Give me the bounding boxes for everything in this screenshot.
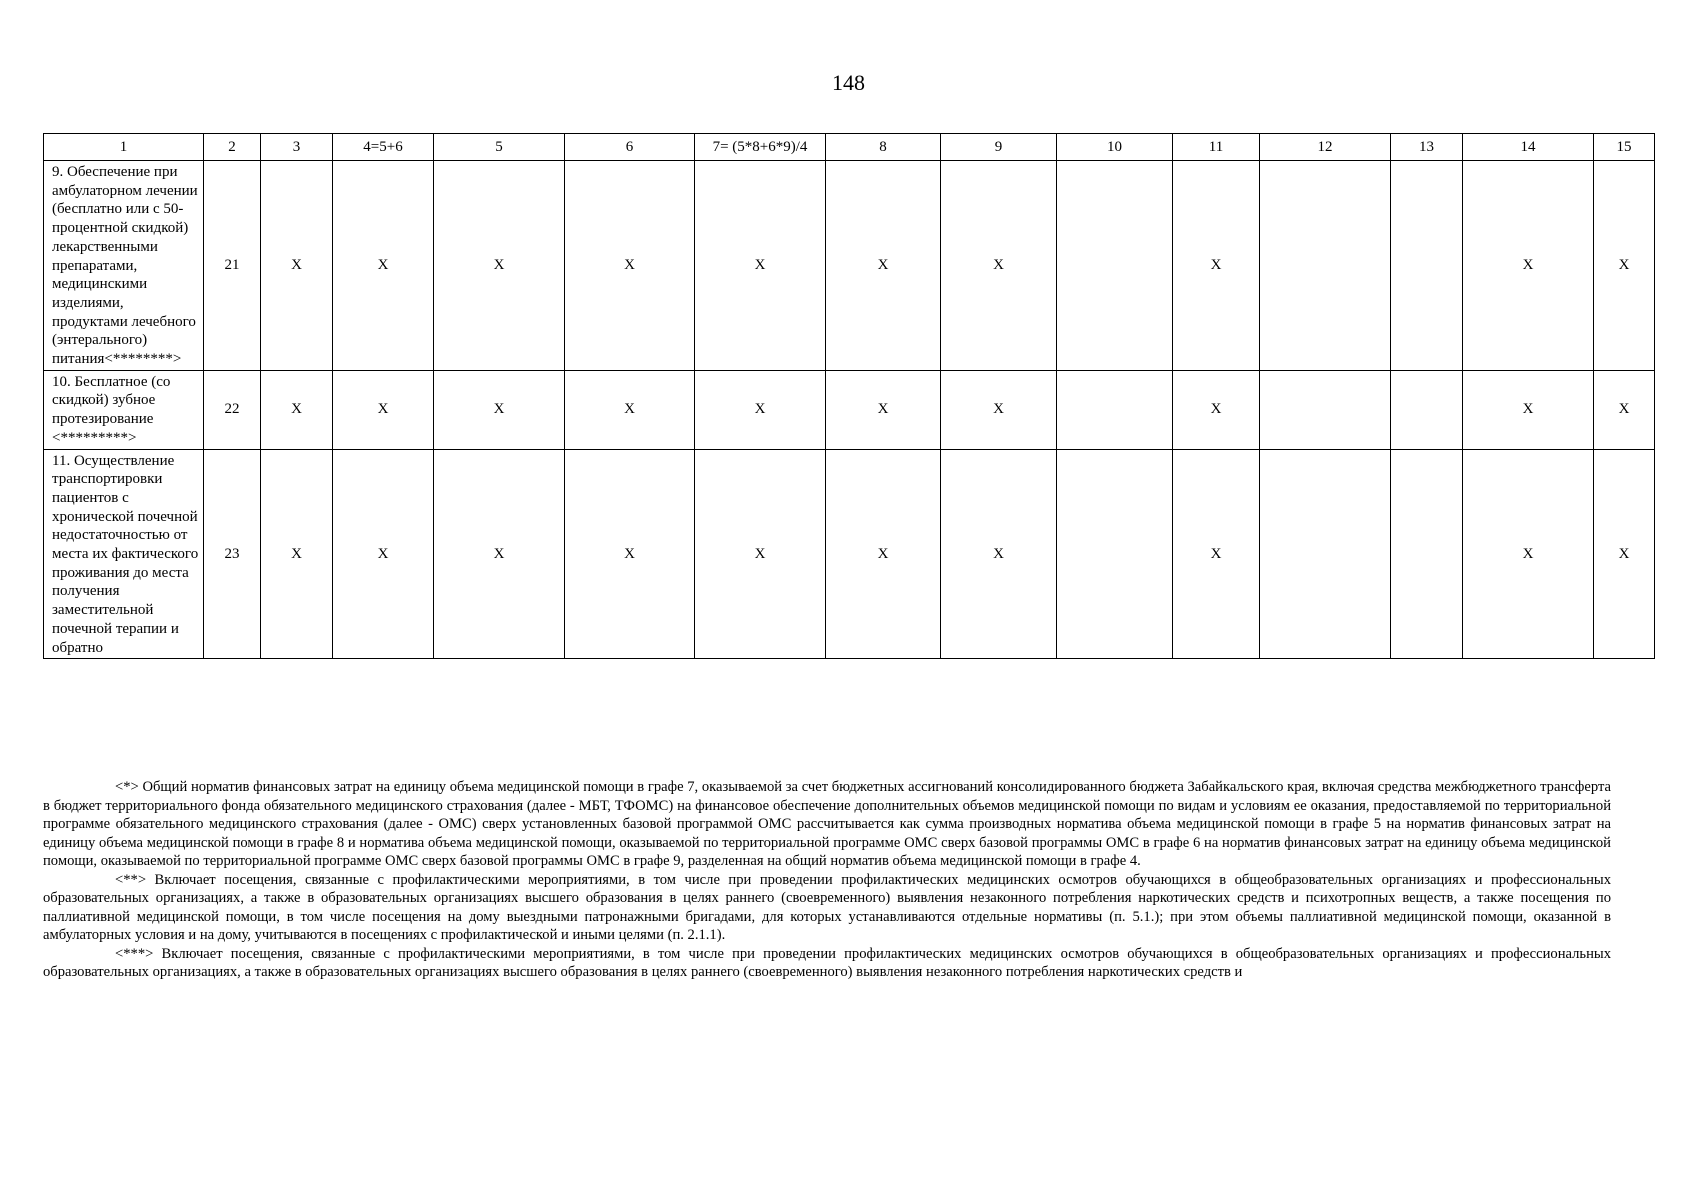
column-header: 7= (5*8+6*9)/4 — [695, 134, 826, 161]
table-cell — [1057, 449, 1173, 659]
norms-table — [43, 133, 1655, 659]
column-header: 15 — [1594, 134, 1655, 161]
table-cell: X — [434, 161, 565, 371]
column-header: 12 — [1260, 134, 1391, 161]
column-header: 1 — [44, 134, 204, 161]
page-number: 148 — [832, 70, 865, 95]
table-cell: X — [565, 370, 695, 449]
table-cell: X — [1594, 370, 1655, 449]
table-cell — [1260, 161, 1391, 371]
table-row — [44, 449, 1655, 659]
table-cell: X — [826, 370, 941, 449]
table-cell: X — [826, 161, 941, 371]
table-cell: X — [261, 370, 333, 449]
column-header: 14 — [1463, 134, 1594, 161]
table-cell: X — [941, 161, 1057, 371]
footnote: <*> Общий норматив финансовых затрат на единицу объема медицинской помощи в графе 7, оказываемой за счет бюджетных ассигнований консолидированного бюджета Забайкальского края, включая средства межбюджетного трансферта в бюджет территориального фонда обязательного медицинского страхования (далее - МБТ, ТФОМС) на финансовое обеспечение дополнительных объемов медицинской помощи по видам и условиям ее оказания, предоставляемой по территориальной программе обязательного медицинского страхования (далее - ОМС) сверх установленных базовой программой ОМС рассчитывается как сумма производных норматива объема медицинской помощи в графе 5 на норматив финансовых затрат на единицу объема медицинской помощи в графе 8 и норматива объема медицинской помощи, оказываемой по территориальной программе ОМС сверх базовой программы ОМС в графе 6 на норматив финансовых затрат на единицу объема медицинской помощи, оказываемой по территориальной программе ОМС сверх базовой программы ОМС в графе 9, разделенная на общий норматив объема медицинской помощи в графе 4. — [43, 779, 1611, 869]
table-cell — [1057, 370, 1173, 449]
table-header-row — [44, 134, 1655, 161]
table-cell: X — [1594, 161, 1655, 371]
table-cell: X — [333, 161, 434, 371]
footnote: <**> Включает посещения, связанные с профилактическими мероприятиями, в том числе при проведении профилактических медицинских осмотров обучающихся в общеобразовательных организациях и профессиональных образовательных организациях, а также в образовательных организациях высшего образования в целях раннего (своевременного) выявления незаконного потребления наркотических средств и психотропных веществ, а также посещения по паллиативной медицинской помощи, в том числе посещения на дому выездными патронажными бригадами, для которых устанавливаются отдельные нормативы (п. 5.1.); при этом объемы паллиативной медицинской помощи, оказанной в амбулаторных условия и на дому, учитываются в посещениях с профилактической и иными целями (п. 2.1.1). — [43, 871, 1611, 943]
table-cell: X — [1173, 370, 1260, 449]
row-name-cell: 11. Осуществление транспортировки пациентов с хронической почечной недостаточностью от места их фактического проживания до места получения заместительной почечной терапии и обратно — [44, 449, 204, 659]
table-cell — [1391, 161, 1463, 371]
table-cell: X — [1173, 449, 1260, 659]
column-header: 9 — [941, 134, 1057, 161]
column-header: 10 — [1057, 134, 1173, 161]
table-cell: 21 — [204, 161, 261, 371]
table-cell: X — [434, 370, 565, 449]
table-cell: X — [565, 449, 695, 659]
table-cell: X — [1173, 161, 1260, 371]
table-cell: X — [261, 161, 333, 371]
column-header: 11 — [1173, 134, 1260, 161]
table-cell: X — [695, 449, 826, 659]
row-name-cell: 10. Бесплатное (со скидкой) зубное протезирование <*********> — [44, 370, 204, 449]
table-cell: X — [826, 449, 941, 659]
column-header: 13 — [1391, 134, 1463, 161]
column-header: 4=5+6 — [333, 134, 434, 161]
table-row — [44, 370, 1655, 449]
table-cell — [1391, 370, 1463, 449]
column-header: 6 — [565, 134, 695, 161]
column-header: 8 — [826, 134, 941, 161]
table-cell: X — [941, 370, 1057, 449]
table-cell: X — [1463, 161, 1594, 371]
table-cell: X — [1463, 370, 1594, 449]
table-row — [44, 161, 1655, 371]
table-cell — [1260, 370, 1391, 449]
table-cell: X — [695, 370, 826, 449]
table-cell: X — [333, 370, 434, 449]
table-cell — [1391, 449, 1463, 659]
table-cell: X — [333, 449, 434, 659]
table-cell: X — [1463, 449, 1594, 659]
column-header: 3 — [261, 134, 333, 161]
table-cell — [1057, 161, 1173, 371]
footnote: <***> Включает посещения, связанные с профилактическими мероприятиями, в том числе при проведении профилактических медицинских осмотров обучающихся в общеобразовательных организациях и профессиональных образовательных организациях, а также в образовательных организациях высшего образования в целях раннего (своевременного) выявления незаконного потребления наркотических средств и — [43, 945, 1611, 980]
column-header: 5 — [434, 134, 565, 161]
table-cell — [1260, 449, 1391, 659]
table-cell: 23 — [204, 449, 261, 659]
table-cell: X — [261, 449, 333, 659]
table-cell: X — [434, 449, 565, 659]
table-cell: X — [565, 161, 695, 371]
table-cell: X — [1594, 449, 1655, 659]
column-header: 2 — [204, 134, 261, 161]
table-cell: X — [695, 161, 826, 371]
row-name-cell: 9. Обеспечение при амбулаторном лечении (бесплатно или с 50-процентной скидкой) лекарственными препаратами, медицинскими изделиями, продуктами лечебного (энтерального) питания<********> — [44, 161, 204, 371]
footnotes — [43, 778, 1611, 982]
table-cell: 22 — [204, 370, 261, 449]
table-cell: X — [941, 449, 1057, 659]
